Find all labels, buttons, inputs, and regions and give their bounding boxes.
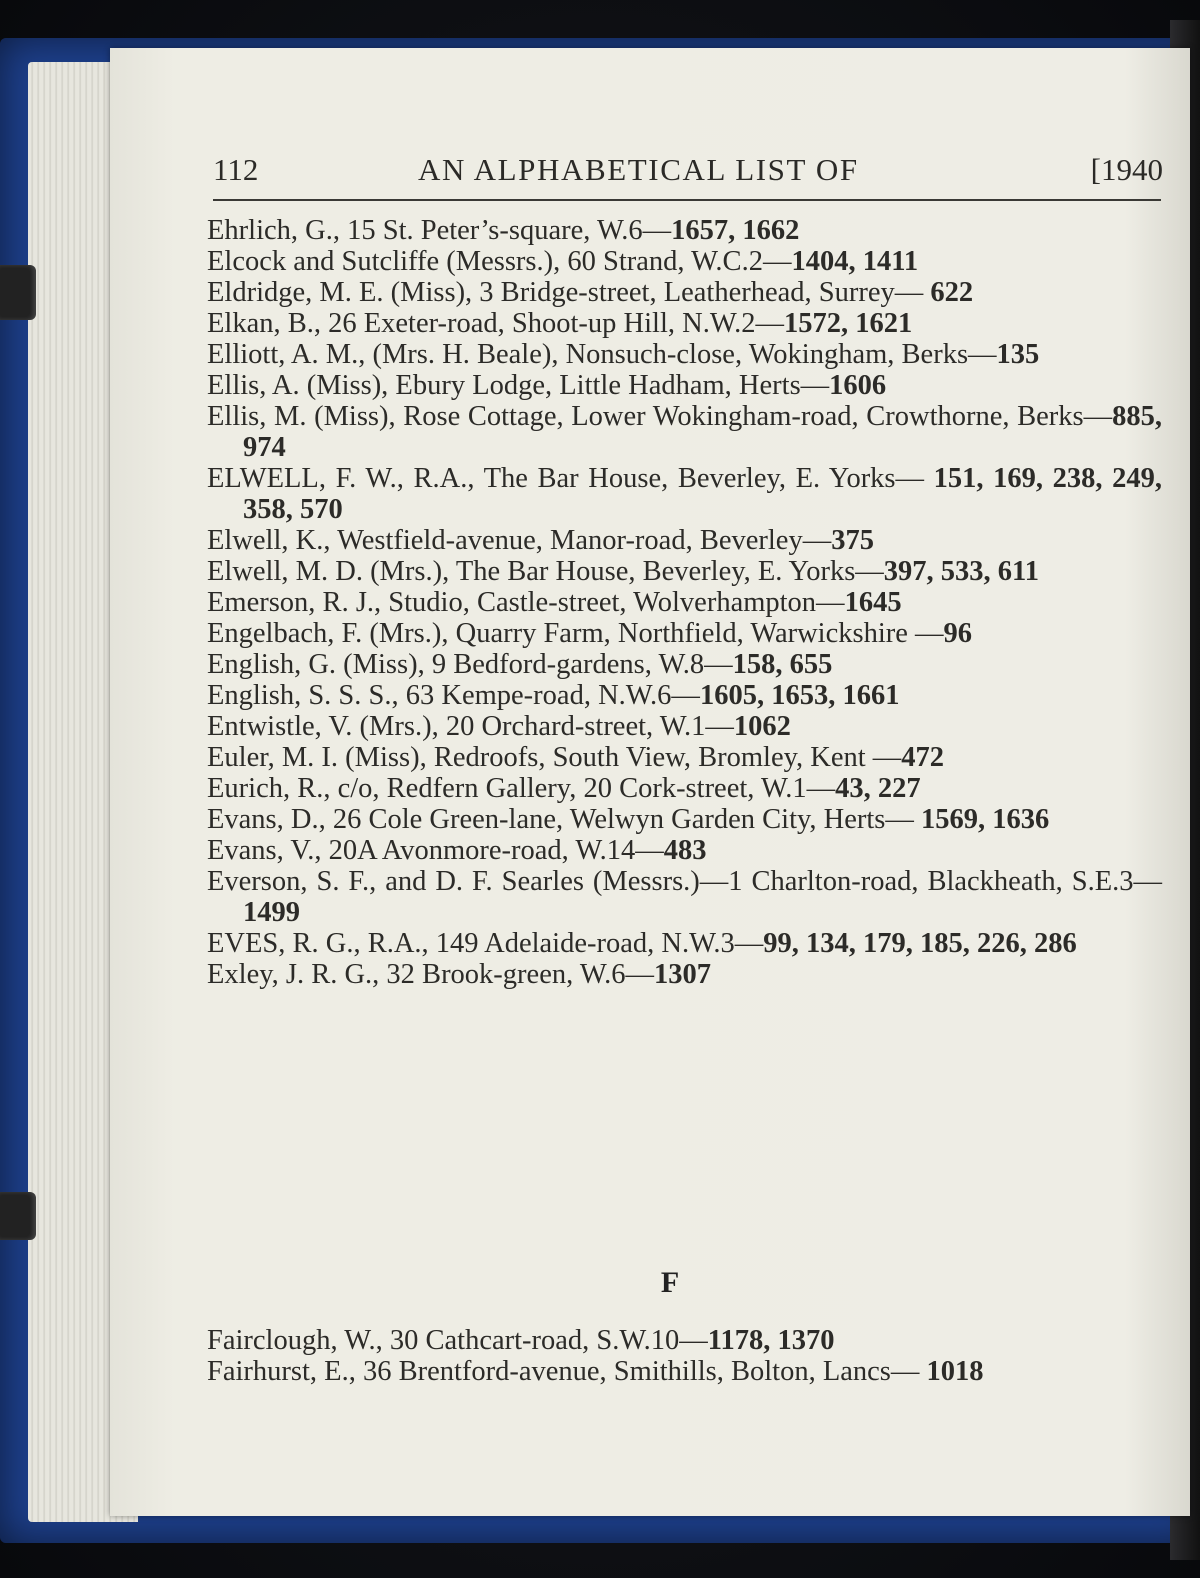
entry-numbers: 1645 <box>844 587 902 618</box>
entry-text: ELWELL, F. W., R.A., The Bar House, Beverley, E. Yorks— <box>207 463 934 494</box>
entry-text: Evans, V., 20A Avonmore-road, W.14— <box>207 835 664 866</box>
entry-text: Exley, J. R. G., 32 Brook-green, W.6— <box>207 959 654 990</box>
list-entry <box>207 215 1162 246</box>
list-entry <box>207 928 1162 959</box>
entry-numbers: 397, 533, 611 <box>883 556 1039 587</box>
entry-numbers: 1307 <box>653 959 711 990</box>
list-entry <box>207 463 1162 525</box>
entry-text: English, S. S. S., 63 Kempe-road, N.W.6— <box>207 680 700 711</box>
running-year: [1940 <box>1090 152 1163 187</box>
entry-numbers: 885, 974 <box>243 401 1162 463</box>
list-entry <box>207 835 1162 866</box>
entry-numbers: 135 <box>996 339 1040 370</box>
entry-text: Engelbach, F. (Mrs.), Quarry Farm, Northfield, Warwickshire — <box>207 618 944 649</box>
entry-text: Elwell, M. D. (Mrs.), The Bar House, Beverley, E. Yorks— <box>207 556 884 587</box>
binder-clip-bottom <box>0 1192 36 1240</box>
entry-numbers: 375 <box>831 525 874 556</box>
entry-text: Entwistle, V. (Mrs.), 20 Orchard-street, W.1— <box>207 711 734 742</box>
list-entry <box>207 246 1162 277</box>
binder-clip-top <box>0 265 36 320</box>
list-entry <box>207 1325 1162 1356</box>
list-entry <box>207 649 1162 680</box>
entry-text: Elliott, A. M., (Mrs. H. Beale), Nonsuch-close, Wokingham, Berks— <box>207 339 997 370</box>
entry-text: Fairhurst, E., 36 Brentford-avenue, Smithills, Bolton, Lancs— <box>207 1356 927 1387</box>
entry-text: Euler, M. I. (Miss), Redroofs, South View, Bromley, Kent — <box>207 742 902 773</box>
list-entry <box>207 277 1162 308</box>
list-entry <box>207 773 1162 804</box>
entry-numbers: 151, 169, 238, 249, 358, 570 <box>243 463 1163 525</box>
entry-numbers: 1018 <box>926 1356 984 1387</box>
entry-numbers: 1605, 1653, 1661 <box>699 680 900 711</box>
entry-text: Ellis, M. (Miss), Rose Cottage, Lower Wokingham-road, Crowthorne, Berks— <box>207 401 1113 432</box>
entry-text: Ehrlich, G., 15 St. Peter’s-square, W.6— <box>207 215 672 246</box>
entry-numbers: 96 <box>943 618 973 649</box>
list-entry <box>207 866 1162 928</box>
list-entry <box>207 587 1162 618</box>
entry-numbers: 1606 <box>829 370 887 401</box>
list-entry <box>207 804 1162 835</box>
entry-text: Elcock and Sutcliffe (Messrs.), 60 Strand, W.C.2— <box>207 246 792 277</box>
entry-numbers: 472 <box>901 742 945 773</box>
list-entry <box>207 711 1162 742</box>
entry-numbers: 1404, 1411 <box>791 246 919 277</box>
header-rule <box>213 199 1161 201</box>
entry-numbers: 1062 <box>733 711 791 742</box>
entry-text: English, G. (Miss), 9 Bedford-gardens, W.8— <box>207 649 733 680</box>
entry-numbers: 43, 227 <box>835 773 921 804</box>
page-number: 112 <box>213 152 259 187</box>
entry-numbers: 1657, 1662 <box>671 215 800 246</box>
list-entry <box>207 959 1162 990</box>
entry-numbers: 1572, 1621 <box>784 308 913 339</box>
list-entry <box>207 1356 1162 1387</box>
page-header <box>213 150 1163 190</box>
entry-text: Eldridge, M. E. (Miss), 3 Bridge-street, Leatherhead, Surrey— <box>207 277 931 308</box>
entry-list-f <box>207 1325 1162 1387</box>
list-entry <box>207 370 1162 401</box>
entry-text: Elwell, K., Westfield-avenue, Manor-road, Beverley— <box>207 525 832 556</box>
entry-text: Ellis, A. (Miss), Ebury Lodge, Little Hadham, Herts— <box>207 370 830 401</box>
entry-text: Fairclough, W., 30 Cathcart-road, S.W.10— <box>207 1325 708 1356</box>
entry-text: Emerson, R. J., Studio, Castle-street, Wolverhampton— <box>207 587 845 618</box>
entry-numbers: 1178, 1370 <box>707 1325 835 1356</box>
list-entry <box>207 742 1162 773</box>
entry-numbers: 99, 134, 179, 185, 226, 286 <box>763 928 1077 959</box>
entry-text: Evans, D., 26 Cole Green-lane, Welwyn Garden City, Herts— <box>207 804 921 835</box>
section-letter: F <box>660 1266 680 1299</box>
entry-numbers: 1569, 1636 <box>921 804 1050 835</box>
entry-text: Everson, S. F., and D. F. Searles (Messrs.)—1 Charlton-road, Blackheath, S.E.3— <box>207 866 1162 897</box>
list-entry <box>207 401 1162 463</box>
list-entry <box>207 680 1162 711</box>
entry-text: Elkan, B., 26 Exeter-road, Shoot-up Hill, N.W.2— <box>207 308 784 339</box>
list-entry <box>207 525 1162 556</box>
list-entry <box>207 308 1162 339</box>
list-entry <box>207 556 1162 587</box>
entry-list <box>207 215 1162 990</box>
entry-numbers: 622 <box>930 277 974 308</box>
entry-text: Eurich, R., c/o, Redfern Gallery, 20 Cork-street, W.1— <box>207 773 836 804</box>
entry-numbers: 1499 <box>243 897 300 928</box>
entry-text: EVES, R. G., R.A., 149 Adelaide-road, N.W.3— <box>207 928 764 959</box>
list-entry <box>207 618 1162 649</box>
entry-numbers: 483 <box>663 835 707 866</box>
running-title: AN ALPHABETICAL LIST OF <box>418 152 859 187</box>
entry-numbers: 158, 655 <box>732 649 833 680</box>
list-entry <box>207 339 1162 370</box>
